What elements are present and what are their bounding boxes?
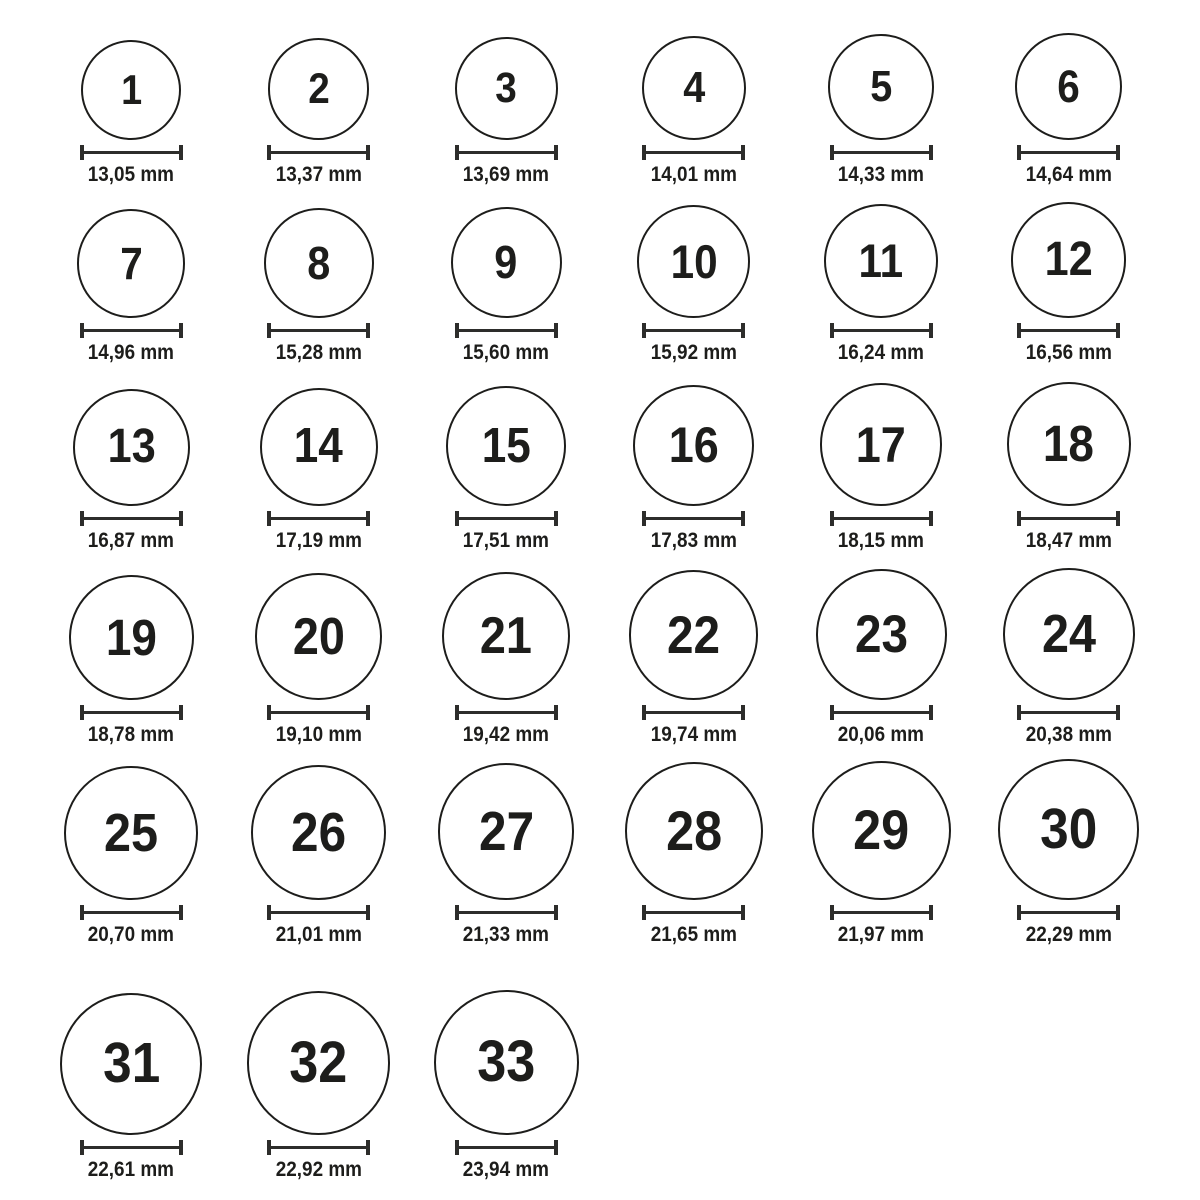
- ring-cell: [38, 750, 226, 950]
- diameter-measure-line: [267, 323, 370, 338]
- ring-circle: [1003, 568, 1135, 700]
- ring-circle: [251, 765, 386, 900]
- measure-tick-right-icon: [179, 905, 183, 920]
- ring-diameter-label: 22,61 mm: [88, 1157, 175, 1181]
- ring-circle: [1015, 33, 1122, 140]
- ring-size-number: 11: [858, 234, 904, 288]
- ring-circle: [633, 385, 754, 506]
- chart-row: [38, 556, 1163, 750]
- ring-diameter-label: 16,24 mm: [838, 340, 925, 364]
- ring-size-number: 3: [495, 63, 518, 112]
- ring-diameter-label: 20,06 mm: [838, 722, 925, 746]
- ring-size-number: 25: [104, 803, 159, 864]
- diameter-measure-line: [455, 145, 558, 160]
- measure-bar: [269, 329, 368, 332]
- ring-diameter-label: 13,69 mm: [463, 162, 550, 186]
- ring-cell: [225, 950, 413, 1185]
- ring-circle: [81, 40, 181, 140]
- diameter-measure-line: [455, 705, 558, 720]
- measure-bar: [832, 517, 931, 520]
- ring-size-number: 1: [120, 65, 142, 113]
- ring-cell: [38, 556, 226, 750]
- measure-tick-right-icon: [554, 323, 558, 338]
- ring-circle: [260, 388, 378, 506]
- diameter-measure-line: [267, 1140, 370, 1155]
- ring-diameter-label: 21,33 mm: [463, 922, 550, 946]
- measure-tick-right-icon: [1116, 511, 1120, 526]
- measure-tick-right-icon: [179, 145, 183, 160]
- diameter-measure-line: [80, 145, 183, 160]
- measure-bar: [82, 1146, 181, 1149]
- ring-cell: [38, 368, 226, 556]
- ring-diameter-label: 14,01 mm: [650, 162, 737, 186]
- diameter-measure-line: [830, 511, 933, 526]
- measure-tick-right-icon: [179, 1140, 183, 1155]
- chart-row: [38, 190, 1163, 368]
- ring-cell: [975, 368, 1163, 556]
- ring-diameter-label: 21,65 mm: [650, 922, 737, 946]
- ring-cell: [788, 750, 976, 950]
- measure-tick-right-icon: [1116, 145, 1120, 160]
- measure-bar: [832, 711, 931, 714]
- diameter-measure-line: [267, 145, 370, 160]
- ring-size-number: 2: [307, 64, 330, 113]
- diameter-measure-line: [642, 511, 745, 526]
- measure-tick-right-icon: [1116, 705, 1120, 720]
- ring-size-number: 27: [478, 800, 534, 863]
- ring-circle: [438, 763, 574, 899]
- ring-circle: [1007, 382, 1131, 506]
- measure-bar: [457, 911, 556, 914]
- ring-diameter-label: 14,96 mm: [88, 340, 175, 364]
- ring-circle: [442, 572, 570, 700]
- measure-bar: [457, 329, 556, 332]
- ring-size-number: 10: [670, 235, 718, 289]
- diameter-measure-line: [80, 1140, 183, 1155]
- diameter-measure-line: [267, 511, 370, 526]
- measure-tick-right-icon: [554, 1140, 558, 1155]
- ring-diameter-label: 19,10 mm: [275, 722, 362, 746]
- measure-tick-right-icon: [179, 323, 183, 338]
- measure-bar: [82, 911, 181, 914]
- diameter-measure-line: [830, 323, 933, 338]
- ring-diameter-label: 21,97 mm: [838, 922, 925, 946]
- ring-circle: [812, 761, 951, 900]
- ring-circle: [625, 762, 763, 900]
- ring-size-number: 30: [1040, 797, 1098, 862]
- ring-circle: [73, 389, 190, 506]
- diameter-measure-line: [642, 705, 745, 720]
- ring-size-number: 15: [481, 418, 531, 473]
- ring-size-number: 23: [854, 604, 908, 664]
- ring-cell: [600, 368, 788, 556]
- measure-bar: [1019, 517, 1118, 520]
- ring-cell: [600, 750, 788, 950]
- ring-cell: [788, 0, 976, 190]
- ring-cell: [975, 750, 1163, 950]
- ring-cell: [225, 368, 413, 556]
- measure-bar: [82, 517, 181, 520]
- measure-tick-right-icon: [366, 511, 370, 526]
- diameter-measure-line: [1017, 511, 1120, 526]
- diameter-measure-line: [80, 905, 183, 920]
- measure-tick-right-icon: [929, 705, 933, 720]
- ring-cell: [975, 190, 1163, 368]
- ring-diameter-label: 17,83 mm: [650, 528, 737, 552]
- measure-bar: [82, 711, 181, 714]
- ring-size-number: 17: [856, 416, 907, 473]
- measure-bar: [82, 329, 181, 332]
- ring-diameter-label: 13,37 mm: [275, 162, 362, 186]
- ring-diameter-label: 18,15 mm: [838, 528, 925, 552]
- ring-cell: [600, 556, 788, 750]
- ring-diameter-label: 16,87 mm: [88, 528, 175, 552]
- ring-size-number: 18: [1043, 415, 1095, 473]
- ring-size-number: 8: [307, 236, 331, 289]
- ring-diameter-label: 19,42 mm: [463, 722, 550, 746]
- ring-diameter-label: 20,38 mm: [1025, 722, 1112, 746]
- ring-cell: [225, 0, 413, 190]
- measure-tick-right-icon: [929, 145, 933, 160]
- ring-size-number: 16: [668, 417, 719, 474]
- ring-cell: [975, 0, 1163, 190]
- ring-circle: [255, 573, 382, 700]
- measure-bar: [644, 517, 743, 520]
- ring-diameter-label: 14,64 mm: [1025, 162, 1112, 186]
- measure-bar: [1019, 911, 1118, 914]
- measure-bar: [269, 711, 368, 714]
- measure-tick-right-icon: [366, 705, 370, 720]
- measure-tick-right-icon: [929, 323, 933, 338]
- measure-bar: [457, 517, 556, 520]
- chart-row: [38, 750, 1163, 950]
- diameter-measure-line: [642, 145, 745, 160]
- ring-cell: [225, 556, 413, 750]
- diameter-measure-line: [455, 905, 558, 920]
- ring-cell: [413, 190, 601, 368]
- ring-size-number: 28: [665, 798, 722, 862]
- ring-cell: [38, 190, 226, 368]
- measure-bar: [1019, 329, 1118, 332]
- ring-size-number: 26: [291, 800, 347, 863]
- ring-cell: [975, 556, 1163, 750]
- ring-size-number: 6: [1057, 60, 1081, 112]
- measure-bar: [457, 1146, 556, 1149]
- ring-circle: [820, 383, 942, 505]
- measure-bar: [82, 151, 181, 154]
- measure-bar: [269, 517, 368, 520]
- ring-cell: [413, 556, 601, 750]
- measure-bar: [644, 329, 743, 332]
- diameter-measure-line: [1017, 705, 1120, 720]
- ring-circle: [268, 38, 369, 139]
- measure-bar: [457, 151, 556, 154]
- measure-tick-right-icon: [554, 511, 558, 526]
- ring-size-number: 9: [494, 236, 518, 289]
- chart-row: [38, 950, 1163, 1185]
- diameter-measure-line: [642, 323, 745, 338]
- measure-tick-right-icon: [1116, 905, 1120, 920]
- measure-tick-right-icon: [929, 511, 933, 526]
- ring-cell: [413, 950, 601, 1185]
- ring-diameter-label: 14,33 mm: [838, 162, 925, 186]
- ring-circle: [629, 570, 758, 699]
- ring-cell: [225, 750, 413, 950]
- ring-cell: [600, 190, 788, 368]
- ring-diameter-label: 17,19 mm: [275, 528, 362, 552]
- ring-size-number: 12: [1044, 233, 1093, 287]
- measure-bar: [644, 711, 743, 714]
- measure-bar: [832, 329, 931, 332]
- measure-tick-right-icon: [741, 511, 745, 526]
- ring-size-number: 22: [667, 605, 721, 665]
- ring-size-number: 4: [682, 62, 705, 112]
- measure-tick-right-icon: [554, 905, 558, 920]
- measure-tick-right-icon: [366, 145, 370, 160]
- measure-tick-right-icon: [366, 905, 370, 920]
- diameter-measure-line: [80, 323, 183, 338]
- ring-circle: [446, 386, 566, 506]
- measure-bar: [1019, 711, 1118, 714]
- diameter-measure-line: [455, 323, 558, 338]
- measure-tick-right-icon: [741, 705, 745, 720]
- ring-size-number: 31: [102, 1031, 160, 1096]
- ring-circle: [1011, 202, 1126, 317]
- measure-tick-right-icon: [741, 323, 745, 338]
- ring-diameter-label: 15,92 mm: [650, 340, 737, 364]
- ring-diameter-label: 23,94 mm: [463, 1157, 550, 1181]
- diameter-measure-line: [455, 1140, 558, 1155]
- ring-size-number: 13: [107, 420, 156, 474]
- ring-circle: [60, 993, 202, 1135]
- ring-cell: [788, 190, 976, 368]
- ring-cell: [38, 950, 226, 1185]
- ring-diameter-label: 22,29 mm: [1025, 922, 1112, 946]
- measure-bar: [832, 911, 931, 914]
- ring-diameter-label: 21,01 mm: [275, 922, 362, 946]
- diameter-measure-line: [830, 145, 933, 160]
- ring-size-number: 5: [870, 62, 893, 112]
- ring-size-chart: [38, 0, 1163, 1185]
- diameter-measure-line: [80, 705, 183, 720]
- ring-circle: [637, 205, 750, 318]
- ring-circle: [816, 569, 947, 700]
- ring-diameter-label: 15,60 mm: [463, 340, 550, 364]
- ring-diameter-label: 19,74 mm: [650, 722, 737, 746]
- ring-circle: [77, 209, 185, 317]
- ring-size-number: 21: [480, 606, 533, 665]
- chart-row: [38, 0, 1163, 190]
- measure-tick-right-icon: [929, 905, 933, 920]
- diameter-measure-line: [830, 905, 933, 920]
- diameter-measure-line: [642, 905, 745, 920]
- ring-diameter-label: 22,92 mm: [275, 1157, 362, 1181]
- ring-diameter-label: 20,70 mm: [88, 922, 175, 946]
- ring-circle: [264, 208, 374, 318]
- ring-circle: [824, 204, 938, 318]
- ring-size-number: 14: [294, 419, 344, 474]
- measure-tick-right-icon: [179, 705, 183, 720]
- ring-circle: [69, 575, 194, 700]
- ring-size-number: 19: [105, 608, 157, 666]
- measure-bar: [832, 151, 931, 154]
- measure-bar: [269, 1146, 368, 1149]
- ring-size-number: 32: [289, 1030, 348, 1096]
- ring-circle: [64, 766, 198, 900]
- diameter-measure-line: [830, 705, 933, 720]
- ring-cell: [413, 0, 601, 190]
- ring-diameter-label: 16,56 mm: [1025, 340, 1112, 364]
- ring-cell: [413, 368, 601, 556]
- measure-tick-right-icon: [554, 705, 558, 720]
- measure-bar: [1019, 151, 1118, 154]
- ring-diameter-label: 13,05 mm: [88, 162, 175, 186]
- ring-diameter-label: 17,51 mm: [463, 528, 550, 552]
- diameter-measure-line: [267, 705, 370, 720]
- ring-cell: [788, 368, 976, 556]
- chart-row: [38, 368, 1163, 556]
- ring-cell: [600, 0, 788, 190]
- ring-size-number: 33: [477, 1029, 536, 1095]
- measure-bar: [457, 711, 556, 714]
- ring-cell: [225, 190, 413, 368]
- measure-bar: [269, 151, 368, 154]
- diameter-measure-line: [267, 905, 370, 920]
- ring-size-number: 29: [853, 798, 910, 862]
- ring-circle: [434, 990, 579, 1135]
- diameter-measure-line: [455, 511, 558, 526]
- ring-diameter-label: 15,28 mm: [275, 340, 362, 364]
- ring-circle: [451, 207, 562, 318]
- ring-cell: [788, 556, 976, 750]
- measure-bar: [644, 151, 743, 154]
- measure-tick-right-icon: [1116, 323, 1120, 338]
- ring-circle: [828, 34, 934, 140]
- ring-diameter-label: 18,47 mm: [1025, 528, 1112, 552]
- ring-circle: [998, 759, 1139, 900]
- diameter-measure-line: [1017, 145, 1120, 160]
- measure-tick-right-icon: [741, 905, 745, 920]
- measure-tick-right-icon: [741, 145, 745, 160]
- ring-circle: [455, 37, 558, 140]
- measure-tick-right-icon: [179, 511, 183, 526]
- measure-bar: [644, 911, 743, 914]
- diameter-measure-line: [1017, 323, 1120, 338]
- ring-size-number: 24: [1041, 603, 1096, 664]
- diameter-measure-line: [80, 511, 183, 526]
- diameter-measure-line: [1017, 905, 1120, 920]
- ring-cell: [38, 0, 226, 190]
- ring-circle: [247, 991, 390, 1134]
- measure-tick-right-icon: [554, 145, 558, 160]
- ring-cell: [413, 750, 601, 950]
- ring-diameter-label: 18,78 mm: [88, 722, 175, 746]
- measure-bar: [269, 911, 368, 914]
- measure-tick-right-icon: [366, 1140, 370, 1155]
- measure-tick-right-icon: [366, 323, 370, 338]
- ring-size-number: 7: [119, 238, 143, 290]
- ring-size-number: 20: [292, 607, 345, 666]
- ring-circle: [642, 36, 746, 140]
